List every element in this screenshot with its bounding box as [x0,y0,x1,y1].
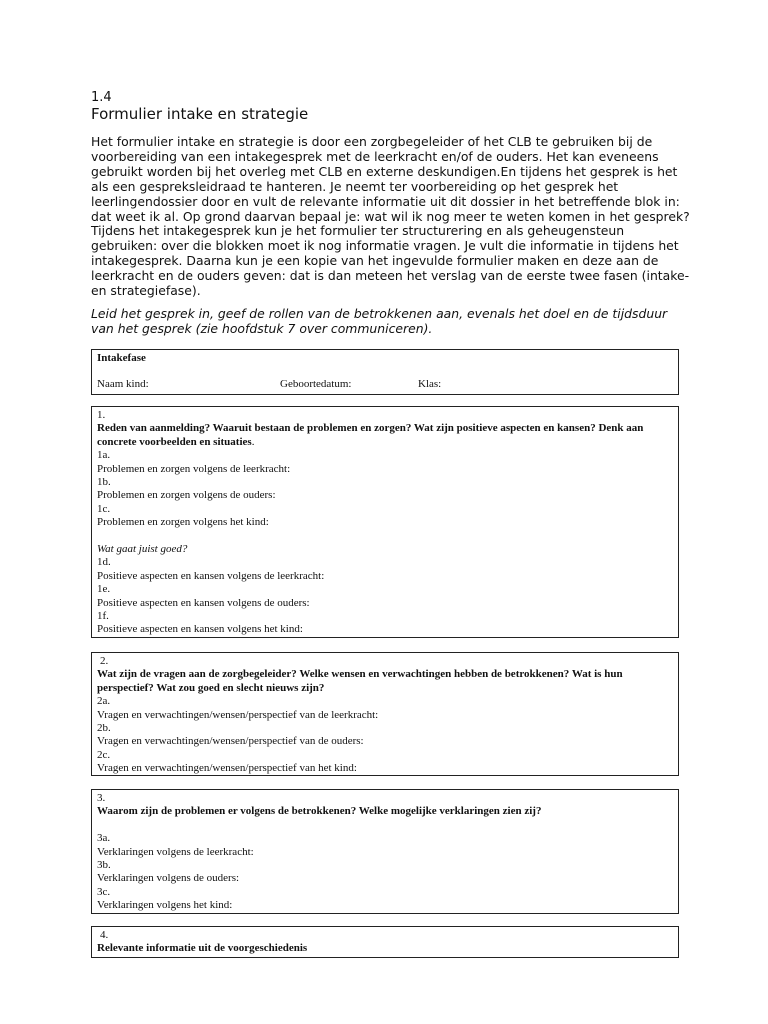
item-code: 3b. [97,859,111,872]
section-1-question-text: Reden van aanmelding? Waaruit bestaan de problemen en zorgen? Wat zijn positieve aspecten en kansen? Denk aan concrete voorbeelden en situaties [97,422,644,448]
item-label: Verklaringen volgens de leerkracht: [97,845,254,858]
section-1-question-end: . [251,435,255,448]
section-3-question: Waarom zijn de problemen er volgens de betrokkenen? Welke mogelijke verklaringen zien zij? [97,805,542,818]
item-label: Vragen en verwachtingen/wensen/perspectief van de leerkracht: [97,708,379,721]
item-label: Verklaringen volgens het kind: [97,899,233,912]
item-code: 1b. [97,476,111,489]
section-4-number: 4. [100,929,109,941]
item-code: 3c. [97,885,111,898]
item-label: Positieve aspecten en kansen volgens de leerkracht: [97,569,325,582]
item-label: Positieve aspecten en kansen volgens de ouders: [97,596,310,609]
item-code: 1d. [97,556,111,569]
item-code: 3a. [97,832,111,845]
section-2-box [91,652,679,776]
item-code: 2c. [97,748,111,761]
section-number: 1.4 [91,90,112,105]
class-label: Klas: [418,378,442,391]
item-label: Problemen en zorgen volgens het kind: [97,516,269,529]
item-code: 2a. [97,695,111,708]
section-3-number: 3. [97,792,106,804]
item-code: 1a. [97,449,111,462]
item-code: 2b. [97,722,111,735]
item-label: Positieve aspecten en kansen volgens het kind: [97,623,303,636]
section-1-subheading: Wat gaat juist goed? [97,543,188,556]
section-3-box [91,789,679,914]
intake-box [91,349,679,395]
section-4-question: Relevante informatie uit de voorgeschiedenis [97,942,308,955]
item-code: 1f. [97,610,109,623]
section-1-box [91,406,679,638]
item-code: 1c. [97,502,111,515]
birth-date-label: Geboortedatum: [280,378,352,391]
spacer [97,530,678,543]
spacer [97,819,678,832]
item-code: 1e. [97,583,111,596]
instruction-paragraph: Leid het gesprek in, geef de rollen van de betrokkenen aan, evenals het doel en de tijdsduur van het gesprek (zie hoofdstuk 7 over communiceren). [91,306,668,336]
child-name-label: Naam kind: [97,378,149,391]
section-1-question [97,422,678,449]
intake-title: Intakefase [97,352,146,364]
section-2-number: 2. [100,655,109,667]
section-2-question: Wat zijn de vragen aan de zorgbegeleider? Welke wensen en verwachtingen hebben de betrokkenen? Wat is hun perspectief? Wat zou goed en slecht nieuws zijn? [97,668,623,694]
item-label: Verklaringen volgens de ouders: [97,872,240,885]
intake-fields [97,378,678,392]
item-label: Problemen en zorgen volgens de leerkracht: [97,462,291,475]
section-1-number: 1. [97,409,106,421]
item-label: Vragen en verwachtingen/wensen/perspectief van het kind: [97,762,357,775]
section-4-box [91,926,679,958]
item-label: Vragen en verwachtingen/wensen/perspectief van de ouders: [97,735,364,748]
item-label: Problemen en zorgen volgens de ouders: [97,489,276,502]
intro-paragraph: Het formulier intake en strategie is door een zorgbegeleider of het CLB te gebruiken bij de voorbereiding van een intakegesprek met de leerkracht en/of de ouders. Het kan eveneens gebruikt worden bij het overleg met CLB en externe deskundigen.En tijdens het gesprek is het als een gespreksleidraad te hanteren. Je neemt ter voorbereiding op het gesprek het leerlingendossier door en vult de relevante informatie uit dit dossier in het betreffende blok in: dat weet ik al. Op grond daarvan bepaal je: wat wil ik nog meer te weten komen in het gesprek? Tijdens het intakegesprek kun je het formulier ter structurering en als geheugensteun gebruiken: over die blokken moet ik nog informatie vragen. Je vult die informatie in tijdens het intakegesprek. Daarna kun je een kopie van het ingevulde formulier maken en deze aan de leerkracht en de ouders geven: dat is dan meteen het verslag van de eerste twee fasen (intake- en strategiefase). [91,134,690,299]
page-title: Formulier intake en strategie [91,105,309,123]
